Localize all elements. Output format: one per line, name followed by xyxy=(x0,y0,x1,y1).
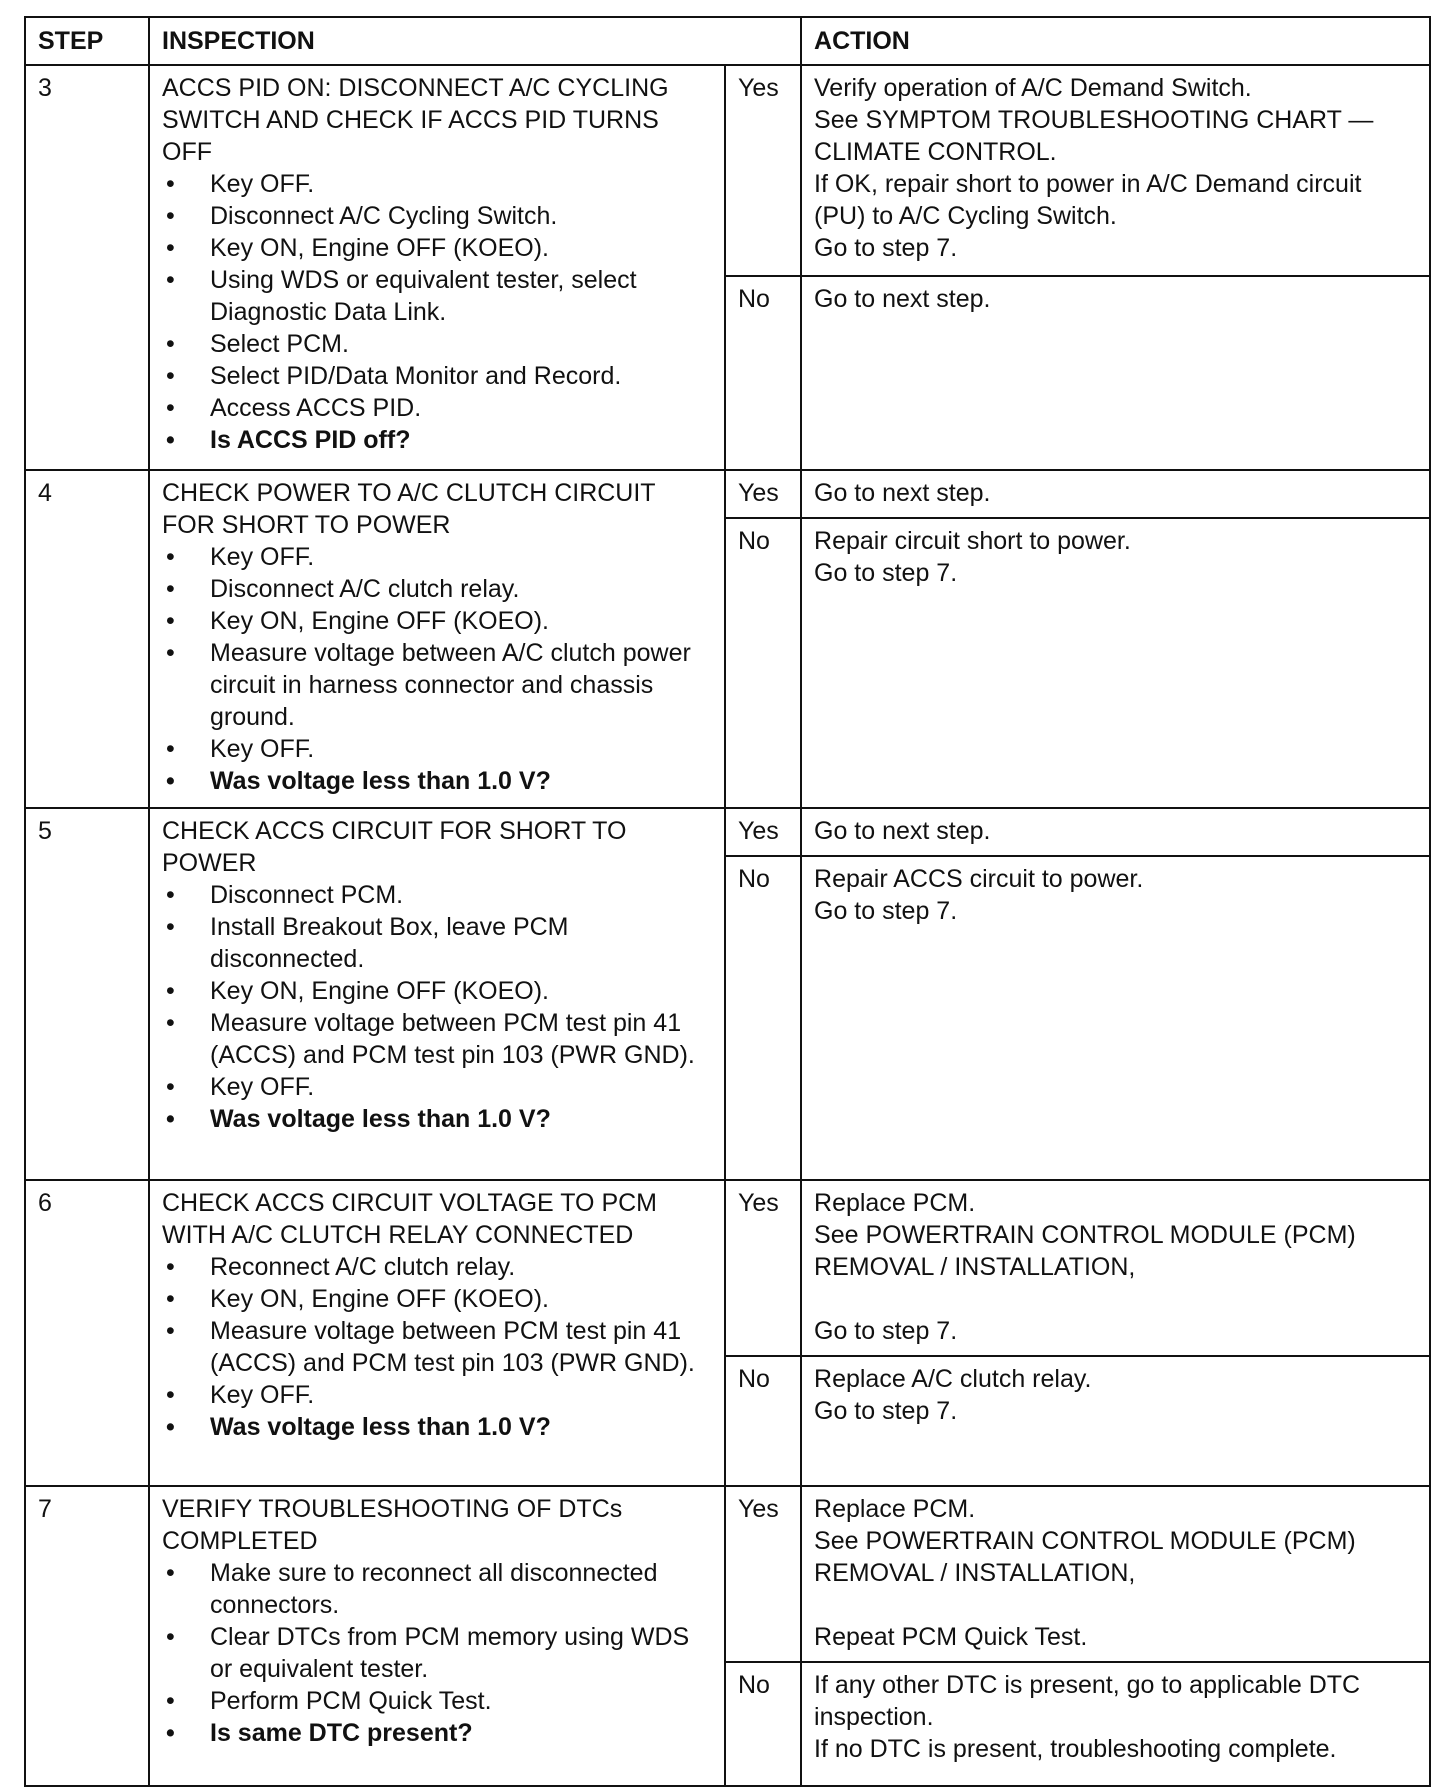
inspection-step: • Using WDS or equivalent tester, select Diagnostic Data Link. xyxy=(162,264,714,328)
diagnostic-table xyxy=(24,16,1431,1787)
action-line: Go to next step. xyxy=(814,479,991,507)
inspection-question: • Was voltage less than 1.0 V? xyxy=(162,1103,714,1135)
inspection-step: • Key OFF. xyxy=(162,1379,714,1411)
inspection-cell xyxy=(149,1486,725,1786)
inspection-step: • Key OFF. xyxy=(162,541,714,573)
inspection-step: • Select PCM. xyxy=(162,328,714,360)
inspection-step: • Disconnect A/C clutch relay. xyxy=(162,573,714,605)
step-row xyxy=(25,470,1430,518)
step-number: 4 xyxy=(25,470,149,808)
action-line: See POWERTRAIN CONTROL MODULE (PCM) REMOVAL / INSTALLATION, xyxy=(814,1527,1356,1587)
yes-action xyxy=(801,1486,1430,1662)
inspection-title: CHECK POWER TO A/C CLUTCH CIRCUIT FOR SHORT TO POWER xyxy=(162,479,656,539)
action-line: Go to step 7. xyxy=(814,559,958,587)
no-label: No xyxy=(725,856,801,1180)
inspection-step: • Key ON, Engine OFF (KOEO). xyxy=(162,975,714,1007)
inspection-title: CHECK ACCS CIRCUIT FOR SHORT TO POWER xyxy=(162,817,627,877)
inspection-steps-list xyxy=(162,879,714,1135)
no-label: No xyxy=(725,1356,801,1486)
yes-label: Yes xyxy=(725,65,801,276)
action-line: Go to next step. xyxy=(814,817,991,845)
inspection-cell xyxy=(149,1180,725,1486)
action-line: Verify operation of A/C Demand Switch. xyxy=(814,74,1252,102)
action-line: Go to step 7. xyxy=(814,1397,958,1425)
step-row xyxy=(25,1486,1430,1662)
inspection-step: • Install Breakout Box, leave PCM disconnected. xyxy=(162,911,714,975)
yes-action xyxy=(801,808,1430,856)
yes-label: Yes xyxy=(725,1180,801,1356)
inspection-step: • Key OFF. xyxy=(162,1071,714,1103)
step-number: 3 xyxy=(25,65,149,470)
action-line: Go to next step. xyxy=(814,285,991,313)
yes-label: Yes xyxy=(725,470,801,518)
inspection-step: • Select PID/Data Monitor and Record. xyxy=(162,360,714,392)
step-row xyxy=(25,1180,1430,1356)
no-action xyxy=(801,518,1430,808)
yes-label: Yes xyxy=(725,808,801,856)
step-column-header: STEP xyxy=(25,17,149,65)
inspection-question: • Was voltage less than 1.0 V? xyxy=(162,1411,714,1443)
action-line: Go to step 7. xyxy=(814,1317,958,1345)
inspection-title: VERIFY TROUBLESHOOTING OF DTCs COMPLETED xyxy=(162,1495,623,1555)
yes-action xyxy=(801,65,1430,276)
yes-action xyxy=(801,1180,1430,1356)
inspection-steps-list xyxy=(162,168,714,456)
inspection-column-header: INSPECTION xyxy=(149,17,801,65)
step-number: 6 xyxy=(25,1180,149,1486)
inspection-step: • Disconnect A/C Cycling Switch. xyxy=(162,200,714,232)
inspection-step: • Make sure to reconnect all disconnected connectors. xyxy=(162,1557,714,1621)
step-number: 5 xyxy=(25,808,149,1180)
inspection-question: • Was voltage less than 1.0 V? xyxy=(162,765,714,797)
inspection-steps-list xyxy=(162,1557,714,1749)
action-line: Replace A/C clutch relay. xyxy=(814,1365,1092,1393)
inspection-step: • Disconnect PCM. xyxy=(162,879,714,911)
inspection-step: • Perform PCM Quick Test. xyxy=(162,1685,714,1717)
action-line: If no DTC is present, troubleshooting complete. xyxy=(814,1735,1337,1763)
step-number: 7 xyxy=(25,1486,149,1786)
action-line: If OK, repair short to power in A/C Demand circuit (PU) to A/C Cycling Switch. xyxy=(814,170,1362,230)
no-label: No xyxy=(725,518,801,808)
inspection-steps-list xyxy=(162,1251,714,1443)
action-line: Repair ACCS circuit to power. xyxy=(814,865,1144,893)
inspection-steps-list xyxy=(162,541,714,797)
action-line: Repeat PCM Quick Test. xyxy=(814,1623,1088,1651)
inspection-title: ACCS PID ON: DISCONNECT A/C CYCLING SWITCH AND CHECK IF ACCS PID TURNS OFF xyxy=(162,74,669,166)
inspection-step: • Clear DTCs from PCM memory using WDS or equivalent tester. xyxy=(162,1621,714,1685)
inspection-step: • Key ON, Engine OFF (KOEO). xyxy=(162,232,714,264)
table-header-row xyxy=(25,17,1430,65)
inspection-step: • Key ON, Engine OFF (KOEO). xyxy=(162,605,714,637)
inspection-cell xyxy=(149,470,725,808)
action-line: See SYMPTOM TROUBLESHOOTING CHART — CLIMATE CONTROL. xyxy=(814,106,1374,166)
no-action xyxy=(801,856,1430,1180)
inspection-cell xyxy=(149,808,725,1180)
no-action xyxy=(801,1662,1430,1786)
inspection-step: • Reconnect A/C clutch relay. xyxy=(162,1251,714,1283)
inspection-title: CHECK ACCS CIRCUIT VOLTAGE TO PCM WITH A/C CLUTCH RELAY CONNECTED xyxy=(162,1189,657,1249)
step-row xyxy=(25,65,1430,276)
diagnostic-procedure-sheet xyxy=(24,16,1429,1776)
inspection-step: • Key OFF. xyxy=(162,733,714,765)
inspection-step: • Key ON, Engine OFF (KOEO). xyxy=(162,1283,714,1315)
inspection-step: • Measure voltage between PCM test pin 41 (ACCS) and PCM test pin 103 (PWR GND). xyxy=(162,1007,714,1071)
inspection-step: • Measure voltage between A/C clutch power circuit in harness connector and chassis ground. xyxy=(162,637,714,733)
inspection-question: • Is same DTC present? xyxy=(162,1717,714,1749)
inspection-step: • Access ACCS PID. xyxy=(162,392,714,424)
no-action xyxy=(801,1356,1430,1486)
no-label: No xyxy=(725,1662,801,1786)
action-line: Go to step 7. xyxy=(814,897,958,925)
table-body xyxy=(25,65,1430,1786)
action-line: Replace PCM. xyxy=(814,1189,976,1217)
inspection-cell xyxy=(149,65,725,470)
action-line: Replace PCM. xyxy=(814,1495,976,1523)
no-action xyxy=(801,276,1430,470)
action-line: Go to step 7. xyxy=(814,234,958,262)
action-column-header: ACTION xyxy=(801,17,1430,65)
yes-label: Yes xyxy=(725,1486,801,1662)
inspection-step: • Key OFF. xyxy=(162,168,714,200)
action-line: If any other DTC is present, go to applicable DTC inspection. xyxy=(814,1671,1361,1731)
yes-action xyxy=(801,470,1430,518)
inspection-step: • Measure voltage between PCM test pin 41 (ACCS) and PCM test pin 103 (PWR GND). xyxy=(162,1315,714,1379)
action-line: Repair circuit short to power. xyxy=(814,527,1131,555)
inspection-question: • Is ACCS PID off? xyxy=(162,424,714,456)
action-line: See POWERTRAIN CONTROL MODULE (PCM) REMOVAL / INSTALLATION, xyxy=(814,1221,1356,1281)
step-row xyxy=(25,808,1430,856)
no-label: No xyxy=(725,276,801,470)
